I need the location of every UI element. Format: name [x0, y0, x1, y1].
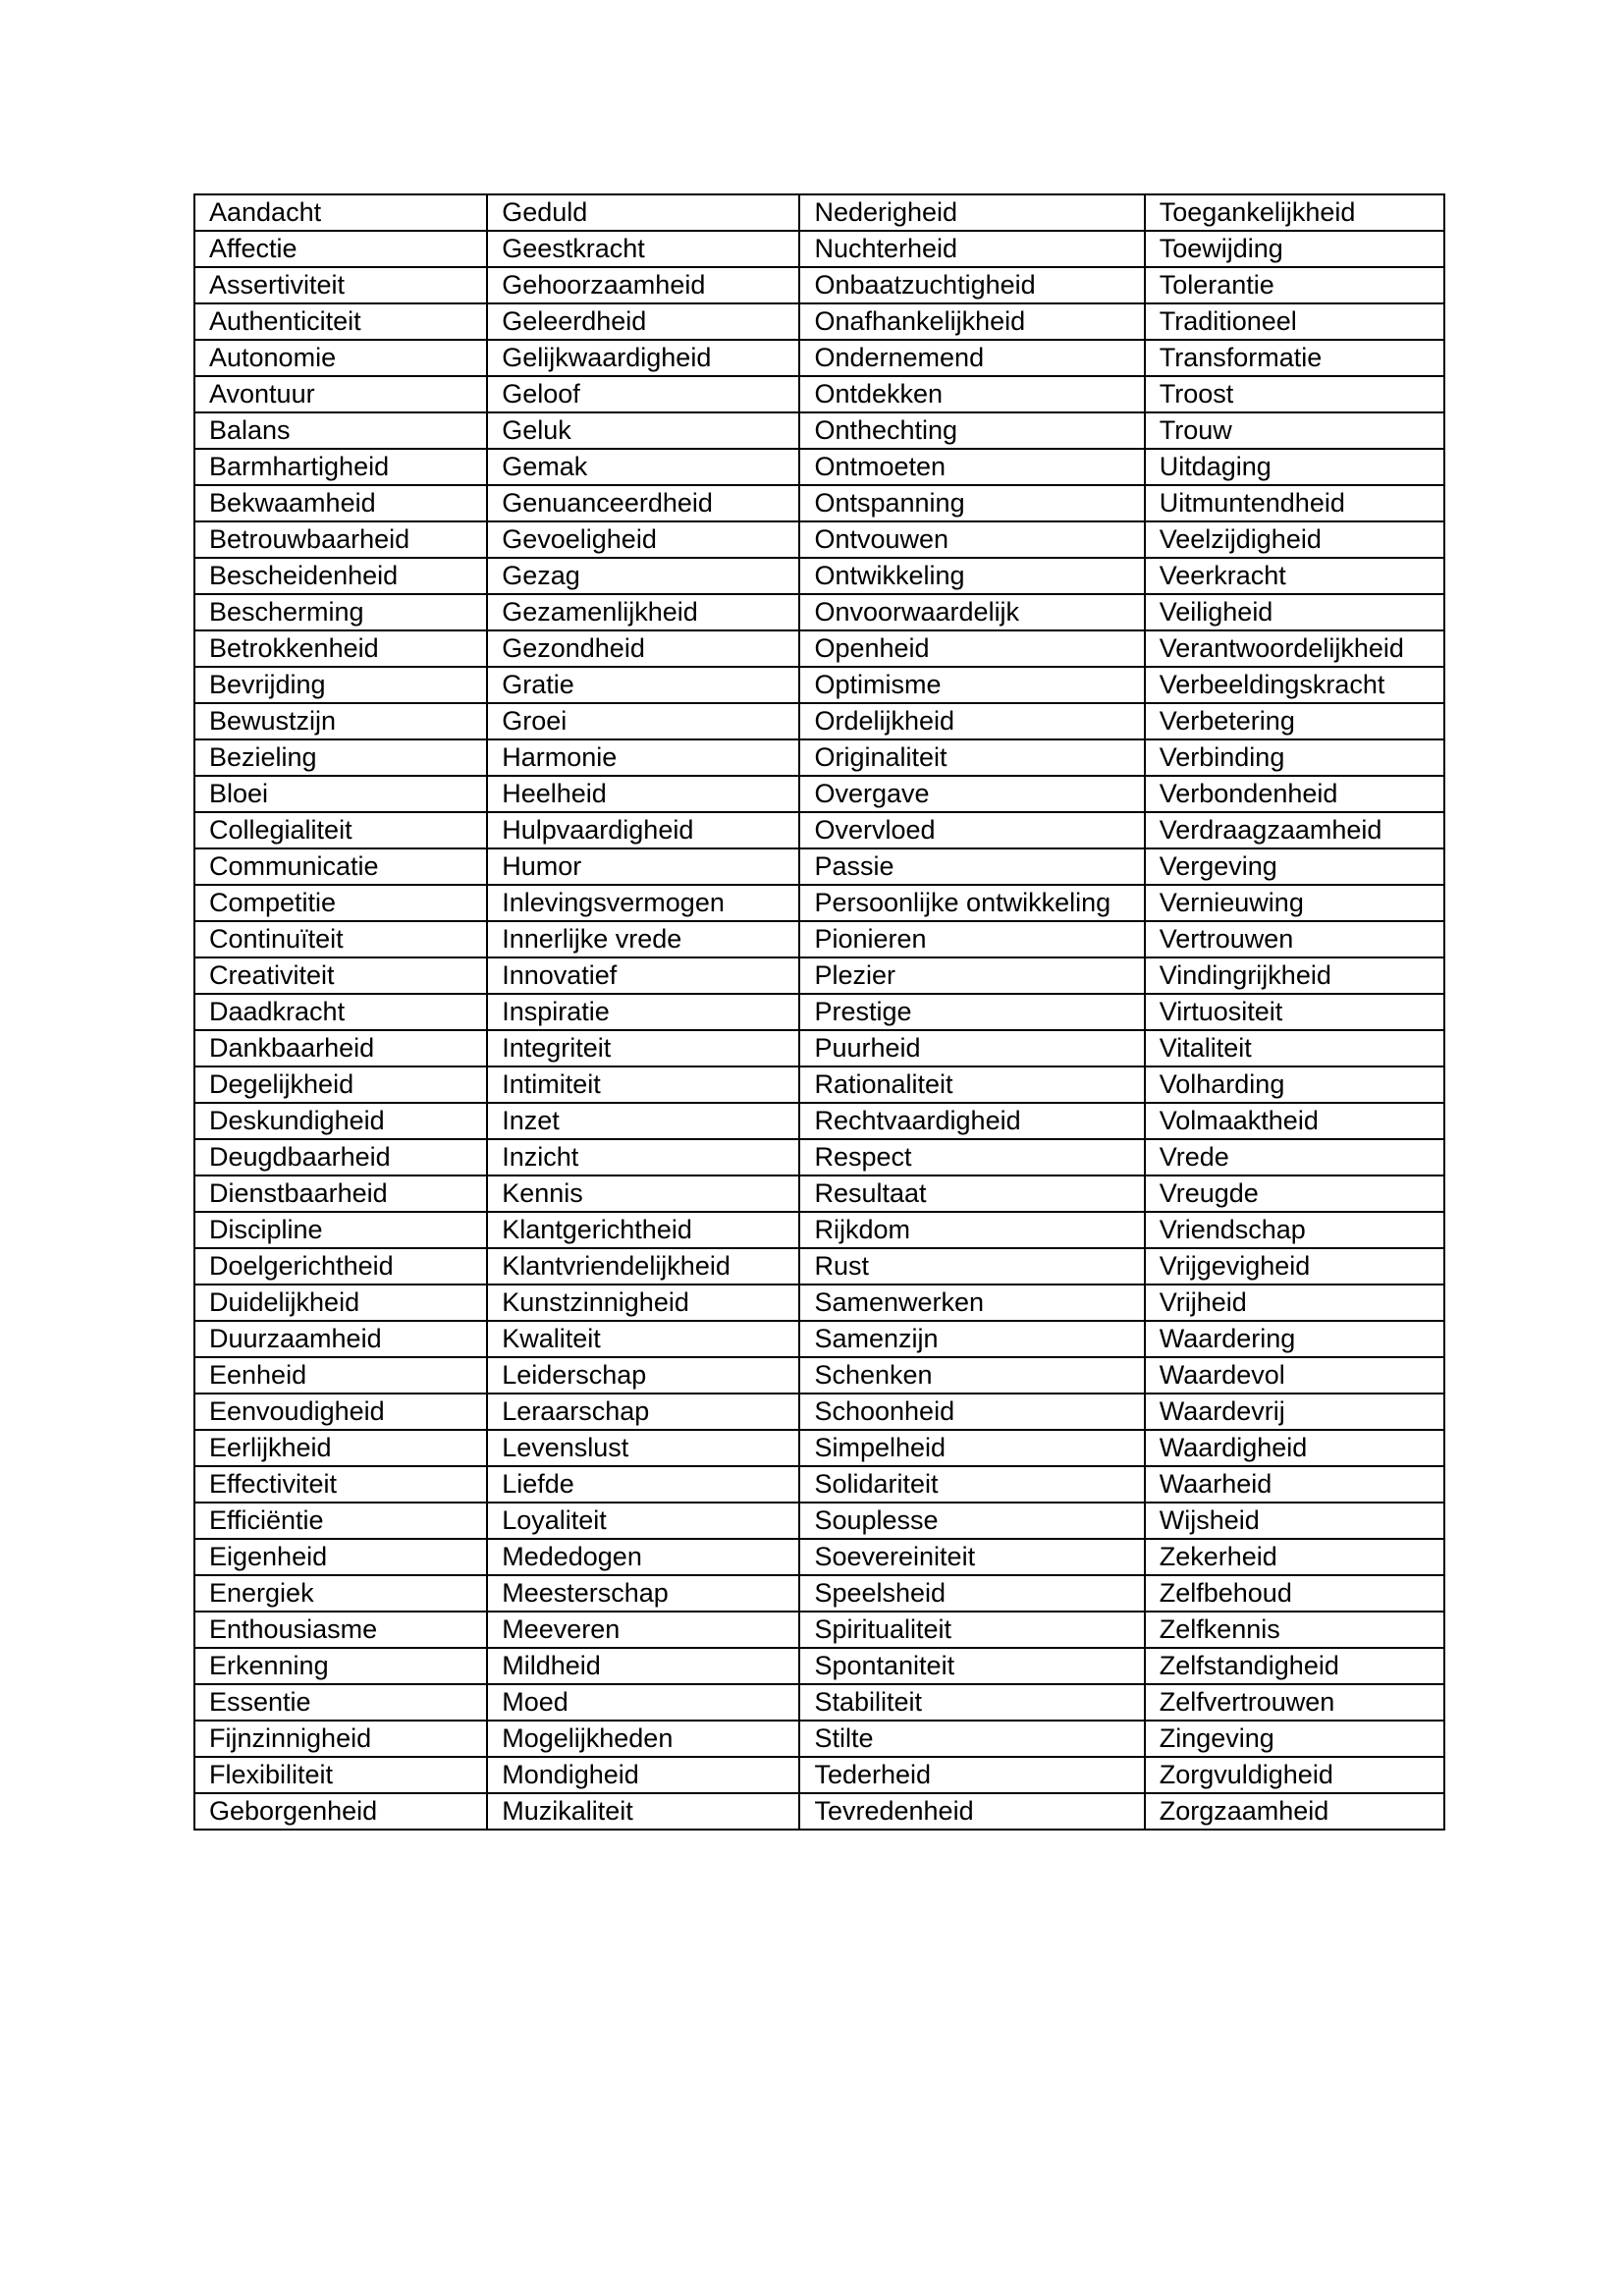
table-row [194, 231, 1444, 267]
table-cell: Traditioneel [1145, 303, 1444, 340]
table-row [194, 1139, 1444, 1175]
table-cell: Vriendschap [1145, 1212, 1444, 1248]
table-cell: Intimiteit [487, 1066, 799, 1103]
table-cell: Inzet [487, 1103, 799, 1139]
table-row [194, 1721, 1444, 1757]
table-cell: Innovatief [487, 957, 799, 994]
table-cell: Bescherming [194, 594, 487, 630]
table-cell: Inlevingsvermogen [487, 885, 799, 921]
table-row [194, 1175, 1444, 1212]
table-cell: Uitdaging [1145, 449, 1444, 485]
table-cell: Trouw [1145, 412, 1444, 449]
table-cell: Geduld [487, 194, 799, 231]
table-cell: Deugdbaarheid [194, 1139, 487, 1175]
table-row [194, 340, 1444, 376]
table-row [194, 1394, 1444, 1430]
table-cell: Barmhartigheid [194, 449, 487, 485]
table-cell: Duurzaamheid [194, 1321, 487, 1357]
table-cell: Verbondenheid [1145, 776, 1444, 812]
table-cell: Gelijkwaardigheid [487, 340, 799, 376]
table-cell: Tolerantie [1145, 267, 1444, 303]
table-cell: Nuchterheid [799, 231, 1144, 267]
table-cell: Zingeving [1145, 1721, 1444, 1757]
table-cell: Openheid [799, 630, 1144, 667]
table-cell: Resultaat [799, 1175, 1144, 1212]
table-cell: Veerkracht [1145, 558, 1444, 594]
table-cell: Ondernemend [799, 340, 1144, 376]
table-cell: Betrouwbaarheid [194, 521, 487, 558]
table-row [194, 812, 1444, 848]
table-cell: Geborgenheid [194, 1793, 487, 1830]
table-cell: Stilte [799, 1721, 1144, 1757]
table-row [194, 1575, 1444, 1612]
table-cell: Spontaniteit [799, 1648, 1144, 1684]
table-cell: Gratie [487, 667, 799, 703]
table-cell: Gezamenlijkheid [487, 594, 799, 630]
table-cell: Spiritualiteit [799, 1612, 1144, 1648]
table-cell: Affectie [194, 231, 487, 267]
table-cell: Onthechting [799, 412, 1144, 449]
table-cell: Moed [487, 1684, 799, 1721]
table-cell: Humor [487, 848, 799, 885]
table-cell: Ontvouwen [799, 521, 1144, 558]
table-cell: Deskundigheid [194, 1103, 487, 1139]
table-row [194, 594, 1444, 630]
table-cell: Eerlijkheid [194, 1430, 487, 1466]
table-cell: Essentie [194, 1684, 487, 1721]
table-cell: Schenken [799, 1357, 1144, 1394]
table-row [194, 1030, 1444, 1066]
table-cell: Virtuositeit [1145, 994, 1444, 1030]
table-row [194, 776, 1444, 812]
table-cell: Efficiëntie [194, 1503, 487, 1539]
table-cell: Zelfkennis [1145, 1612, 1444, 1648]
table-row [194, 630, 1444, 667]
table-cell: Collegialiteit [194, 812, 487, 848]
table-cell: Bloei [194, 776, 487, 812]
table-cell: Energiek [194, 1575, 487, 1612]
table-row [194, 1321, 1444, 1357]
table-cell: Onafhankelijkheid [799, 303, 1144, 340]
table-cell: Troost [1145, 376, 1444, 412]
table-cell: Tevredenheid [799, 1793, 1144, 1830]
table-cell: Volmaaktheid [1145, 1103, 1444, 1139]
table-cell: Harmonie [487, 739, 799, 776]
table-cell: Communicatie [194, 848, 487, 885]
table-cell: Ontspanning [799, 485, 1144, 521]
table-cell: Zorgzaamheid [1145, 1793, 1444, 1830]
table-cell: Continuïteit [194, 921, 487, 957]
table-cell: Ordelijkheid [799, 703, 1144, 739]
table-row [194, 1103, 1444, 1139]
table-cell: Klantgerichtheid [487, 1212, 799, 1248]
table-cell: Vindingrijkheid [1145, 957, 1444, 994]
table-cell: Kennis [487, 1175, 799, 1212]
table-row [194, 1503, 1444, 1539]
table-cell: Inspiratie [487, 994, 799, 1030]
table-cell: Levenslust [487, 1430, 799, 1466]
table-cell: Toegankelijkheid [1145, 194, 1444, 231]
table-row [194, 1357, 1444, 1394]
table-cell: Prestige [799, 994, 1144, 1030]
table-row [194, 703, 1444, 739]
table-cell: Heelheid [487, 776, 799, 812]
table-cell: Rijkdom [799, 1212, 1144, 1248]
table-cell: Klantvriendelijkheid [487, 1248, 799, 1285]
table-cell: Persoonlijke ontwikkeling [799, 885, 1144, 921]
table-cell: Geleerdheid [487, 303, 799, 340]
table-cell: Genuanceerdheid [487, 485, 799, 521]
table-cell: Fijnzinnigheid [194, 1721, 487, 1757]
table-cell: Gehoorzaamheid [487, 267, 799, 303]
table-cell: Ontwikkeling [799, 558, 1144, 594]
table-cell: Erkenning [194, 1648, 487, 1684]
table-cell: Onvoorwaardelijk [799, 594, 1144, 630]
table-row [194, 412, 1444, 449]
table-cell: Simpelheid [799, 1430, 1144, 1466]
table-cell: Samenzijn [799, 1321, 1144, 1357]
table-cell: Rust [799, 1248, 1144, 1285]
table-cell: Mededogen [487, 1539, 799, 1575]
table-row [194, 521, 1444, 558]
table-cell: Vernieuwing [1145, 885, 1444, 921]
table-cell: Liefde [487, 1466, 799, 1503]
table-row [194, 994, 1444, 1030]
table-cell: Dienstbaarheid [194, 1175, 487, 1212]
table-row [194, 449, 1444, 485]
table-row [194, 1248, 1444, 1285]
table-cell: Verbinding [1145, 739, 1444, 776]
table-cell: Verbeeldingskracht [1145, 667, 1444, 703]
table-cell: Vertrouwen [1145, 921, 1444, 957]
table-row [194, 1757, 1444, 1793]
table-cell: Speelsheid [799, 1575, 1144, 1612]
table-cell: Gemak [487, 449, 799, 485]
table-cell: Waarheid [1145, 1466, 1444, 1503]
table-cell: Ontdekken [799, 376, 1144, 412]
table-cell: Nederigheid [799, 194, 1144, 231]
table-cell: Uitmuntendheid [1145, 485, 1444, 521]
table-cell: Assertiviteit [194, 267, 487, 303]
table-cell: Doelgerichtheid [194, 1248, 487, 1285]
table-cell: Gevoeligheid [487, 521, 799, 558]
table-cell: Verbetering [1145, 703, 1444, 739]
table-cell: Geestkracht [487, 231, 799, 267]
table-row [194, 885, 1444, 921]
table-cell: Puurheid [799, 1030, 1144, 1066]
table-row [194, 1066, 1444, 1103]
table-cell: Zelfstandigheid [1145, 1648, 1444, 1684]
table-cell: Meesterschap [487, 1575, 799, 1612]
table-cell: Vrede [1145, 1139, 1444, 1175]
table-cell: Rationaliteit [799, 1066, 1144, 1103]
table-cell: Creativiteit [194, 957, 487, 994]
table-row [194, 1684, 1444, 1721]
table-cell: Toewijding [1145, 231, 1444, 267]
table-cell: Bevrijding [194, 667, 487, 703]
table-cell: Competitie [194, 885, 487, 921]
table-row [194, 485, 1444, 521]
table-cell: Groei [487, 703, 799, 739]
table-cell: Dankbaarheid [194, 1030, 487, 1066]
table-cell: Zelfvertrouwen [1145, 1684, 1444, 1721]
table-cell: Vergeving [1145, 848, 1444, 885]
table-row [194, 194, 1444, 231]
table-cell: Hulpvaardigheid [487, 812, 799, 848]
table-cell: Aandacht [194, 194, 487, 231]
table-cell: Rechtvaardigheid [799, 1103, 1144, 1139]
table-cell: Overgave [799, 776, 1144, 812]
table-cell: Tederheid [799, 1757, 1144, 1793]
table-row [194, 667, 1444, 703]
table-cell: Bewustzijn [194, 703, 487, 739]
table-cell: Optimisme [799, 667, 1144, 703]
table-cell: Autonomie [194, 340, 487, 376]
table-cell: Authenticiteit [194, 303, 487, 340]
table-cell: Bescheidenheid [194, 558, 487, 594]
table-row [194, 739, 1444, 776]
table-cell: Meeveren [487, 1612, 799, 1648]
table-cell: Eenheid [194, 1357, 487, 1394]
table-cell: Zelfbehoud [1145, 1575, 1444, 1612]
table-cell: Souplesse [799, 1503, 1144, 1539]
table-cell: Innerlijke vrede [487, 921, 799, 957]
table-cell: Mildheid [487, 1648, 799, 1684]
table-cell: Schoonheid [799, 1394, 1144, 1430]
table-row [194, 921, 1444, 957]
table-cell: Enthousiasme [194, 1612, 487, 1648]
table-cell: Waardevrij [1145, 1394, 1444, 1430]
table-cell: Loyaliteit [487, 1503, 799, 1539]
table-cell: Vreugde [1145, 1175, 1444, 1212]
table-cell: Waardigheid [1145, 1430, 1444, 1466]
table-cell: Kunstzinnigheid [487, 1285, 799, 1321]
table-cell: Daadkracht [194, 994, 487, 1030]
table-row [194, 848, 1444, 885]
table-row [194, 1212, 1444, 1248]
table-cell: Discipline [194, 1212, 487, 1248]
table-cell: Effectiviteit [194, 1466, 487, 1503]
table-cell: Zekerheid [1145, 1539, 1444, 1575]
table-cell: Degelijkheid [194, 1066, 487, 1103]
table-cell: Verdraagzaamheid [1145, 812, 1444, 848]
table-cell: Leiderschap [487, 1357, 799, 1394]
table-cell: Verantwoordelijkheid [1145, 630, 1444, 667]
table-cell: Respect [799, 1139, 1144, 1175]
table-row [194, 1648, 1444, 1684]
table-cell: Pionieren [799, 921, 1144, 957]
table-cell: Vitaliteit [1145, 1030, 1444, 1066]
table-cell: Zorgvuldigheid [1145, 1757, 1444, 1793]
table-cell: Transformatie [1145, 340, 1444, 376]
table-cell: Mondigheid [487, 1757, 799, 1793]
table-cell: Waardevol [1145, 1357, 1444, 1394]
table-cell: Samenwerken [799, 1285, 1144, 1321]
table-cell: Volharding [1145, 1066, 1444, 1103]
table-row [194, 303, 1444, 340]
table-cell: Wijsheid [1145, 1503, 1444, 1539]
table-row [194, 1539, 1444, 1575]
table-row [194, 376, 1444, 412]
table-cell: Originaliteit [799, 739, 1144, 776]
table-cell: Vrijgevigheid [1145, 1248, 1444, 1285]
table-cell: Eenvoudigheid [194, 1394, 487, 1430]
table-cell: Kwaliteit [487, 1321, 799, 1357]
table-cell: Passie [799, 848, 1144, 885]
table-cell: Gezondheid [487, 630, 799, 667]
table-row [194, 957, 1444, 994]
table-cell: Bekwaamheid [194, 485, 487, 521]
table-row [194, 1285, 1444, 1321]
table-cell: Vrijheid [1145, 1285, 1444, 1321]
table-cell: Geluk [487, 412, 799, 449]
table-row [194, 1466, 1444, 1503]
table-cell: Avontuur [194, 376, 487, 412]
values-table-body [194, 194, 1444, 1830]
table-row [194, 1430, 1444, 1466]
table-cell: Flexibiliteit [194, 1757, 487, 1793]
table-row [194, 1793, 1444, 1830]
table-cell: Veiligheid [1145, 594, 1444, 630]
table-cell: Inzicht [487, 1139, 799, 1175]
table-cell: Soevereiniteit [799, 1539, 1144, 1575]
table-cell: Muzikaliteit [487, 1793, 799, 1830]
table-cell: Duidelijkheid [194, 1285, 487, 1321]
values-table [193, 193, 1445, 1831]
table-cell: Overvloed [799, 812, 1144, 848]
table-cell: Geloof [487, 376, 799, 412]
table-cell: Leraarschap [487, 1394, 799, 1430]
table-cell: Plezier [799, 957, 1144, 994]
table-row [194, 267, 1444, 303]
table-cell: Solidariteit [799, 1466, 1144, 1503]
table-cell: Stabiliteit [799, 1684, 1144, 1721]
table-cell: Balans [194, 412, 487, 449]
table-row [194, 558, 1444, 594]
table-cell: Onbaatzuchtigheid [799, 267, 1144, 303]
table-cell: Waardering [1145, 1321, 1444, 1357]
table-cell: Gezag [487, 558, 799, 594]
table-cell: Integriteit [487, 1030, 799, 1066]
table-cell: Betrokkenheid [194, 630, 487, 667]
table-row [194, 1612, 1444, 1648]
table-cell: Veelzijdigheid [1145, 521, 1444, 558]
table-cell: Eigenheid [194, 1539, 487, 1575]
table-cell: Ontmoeten [799, 449, 1144, 485]
table-cell: Bezieling [194, 739, 487, 776]
table-cell: Mogelijkheden [487, 1721, 799, 1757]
